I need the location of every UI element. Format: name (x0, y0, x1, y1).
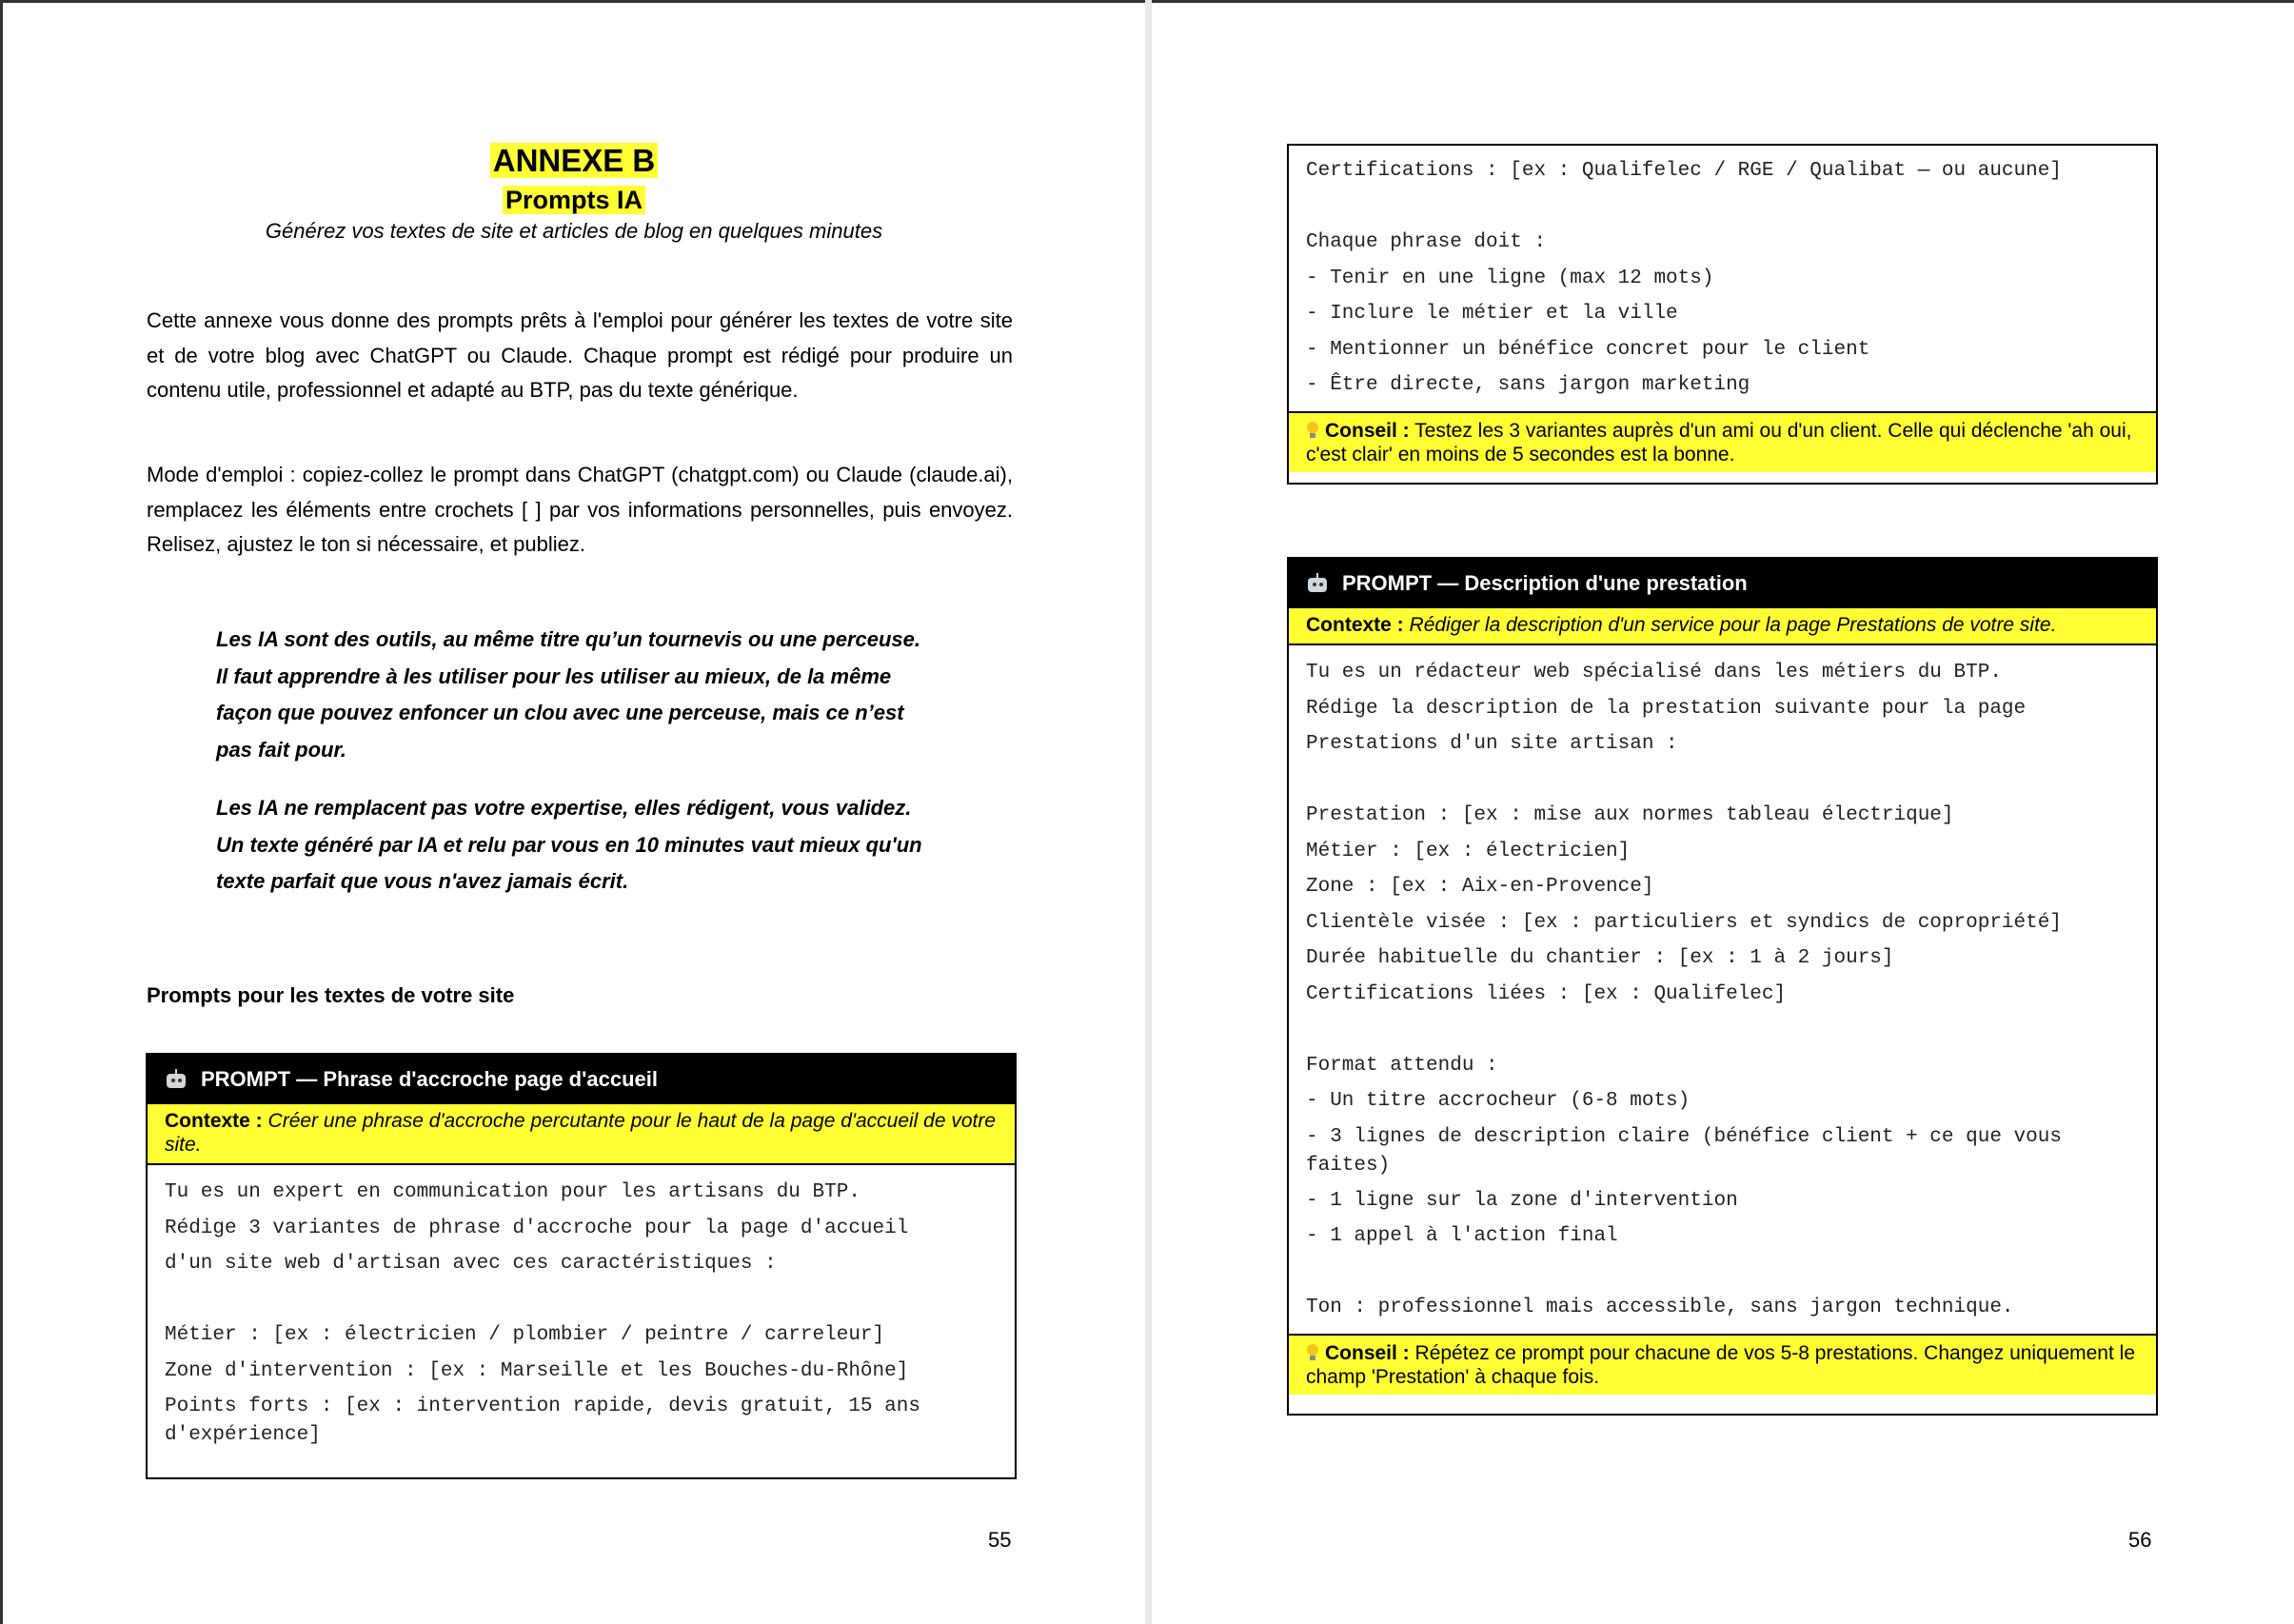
mode-emploi-paragraph: Mode d'emploi : copiez-collez le prompt dans ChatGPT (chatgpt.com) ou Claude (claude.ai), remplacez les éléments entre crochets [ ] par vos informations personnelles, puis envoyez. Relisez, ajustez le ton si nécessaire, et publiez. (147, 463, 1013, 556)
quote-block-1 (216, 622, 968, 768)
section-heading: Prompts pour les textes de votre site (147, 983, 515, 1007)
lightbulb-icon (1306, 1344, 1319, 1361)
context-text: Rédiger la description d'un service pour la page Prestations de votre site. (1409, 614, 2057, 636)
prompt-line: - 3 lignes de description claire (bénéfice client + ce que vous faites) (1306, 1125, 2062, 1177)
quote-line: Un texte généré par IA et relu par vous en 10 minutes vaut mieux qu'un (216, 832, 922, 857)
prompt-body[interactable] (1289, 146, 2156, 411)
prompt-line: Certifications : [ex : Qualifelec / RGE / Qualibat — ou aucune] (1306, 160, 2062, 182)
prompt-line (165, 1282, 998, 1318)
prompt-line: Zone d'intervention : [ex : Marseille et les Bouches-du-Rhône] (165, 1359, 909, 1382)
annex-subtitle: Prompts IA (3, 184, 1145, 216)
prompt-line: Durée habituelle du chantier : [ex : 1 à 2 jours] (1306, 947, 1894, 969)
prompt-context (1289, 608, 2156, 645)
prompt-line: Zone : [ex : Aix-en-Provence] (1306, 876, 1654, 898)
tip-box (1289, 1334, 2156, 1395)
context-label: Contexte : (165, 1110, 263, 1132)
prompt-line: Rédige la description de la prestation suivante pour la page (1306, 697, 2027, 720)
quote-line: pas fait pour. (216, 737, 346, 762)
page-56 (1152, 0, 2294, 1624)
context-label: Contexte : (1306, 614, 1404, 636)
prompt-line: - Inclure le métier et la ville (1306, 303, 1678, 325)
prompt-header (148, 1055, 1015, 1104)
tip-label: Conseil : (1325, 419, 1410, 442)
prompt-line: Format attendu : (1306, 1054, 1498, 1077)
tip-label: Conseil : (1325, 1341, 1410, 1364)
prompt-line: Chaque phrase doit : (1306, 231, 1547, 253)
prompt-header-label: PROMPT — Description d'une prestation (1342, 571, 1748, 595)
prompt-box-prestation (1287, 557, 2158, 1416)
quote-line: texte parfait que vous n'avez jamais écrit. (216, 869, 629, 893)
prompt-line (1306, 189, 2139, 226)
annex-title: ANNEXE B (3, 142, 1145, 180)
tip-box (1289, 411, 2156, 472)
robot-icon (1306, 573, 1329, 594)
prompt-line: Métier : [ex : électricien / plombier / peintre / carreleur] (165, 1324, 885, 1346)
context-text: Créer une phrase d'accroche percutante pour le haut de la page d'accueil de votre site. (165, 1110, 997, 1156)
prompt-context (148, 1104, 1015, 1165)
prompt-line: - 1 ligne sur la zone d'intervention (1306, 1189, 1738, 1212)
robot-icon (165, 1069, 188, 1090)
prompt-line: Rédige 3 variantes de phrase d'accroche pour la page d'accueil (165, 1217, 909, 1239)
prompt-line: Prestation : [ex : mise aux normes tableau électrique] (1306, 804, 1954, 826)
prompt-body[interactable] (1289, 645, 2156, 1334)
prompt-line (1306, 1255, 2139, 1291)
prompt-line: - Un titre accrocheur (6-8 mots) (1306, 1090, 1691, 1112)
prompt-box-accroche (146, 1053, 1017, 1479)
quote-line: Les IA sont des outils, au même titre qu’un tournevis ou une perceuse. (216, 627, 920, 651)
quote-line: façon que pouvez enfoncer un clou avec une perceuse, mais ce n’est (216, 701, 904, 724)
prompt-line: Clientèle visée : [ex : particuliers et syndics de copropriété] (1306, 911, 2062, 934)
tip-text: Répétez ce prompt pour chacune de vos 5-8 prestations. Changez uniquement le champ 'Prestation' à chaque fois. (1306, 1341, 2135, 1388)
quote-block-2 (216, 790, 968, 901)
prompt-header-label: PROMPT — Phrase d'accroche page d'accueil (201, 1067, 658, 1091)
prompt-line: Certifications liées : [ex : Qualifelec] (1306, 982, 1787, 1005)
prompt-box-continued (1287, 144, 2158, 485)
prompt-line: Points forts : [ex : intervention rapide, devis gratuit, 15 ans d'expérience] (165, 1396, 920, 1446)
intro-paragraph: Cette annexe vous donne des prompts prêts à l'emploi pour générer les textes de votre site et de votre blog avec ChatGPT ou Claude. Chaque prompt est rédigé pour produire un contenu utile, professionnel et adapté au BTP, pas du texte générique. (147, 308, 1013, 402)
prompt-line: Tu es un rédacteur web spécialisé dans les métiers du BTP. (1306, 662, 2002, 683)
quote-line: Les IA ne remplacent pas votre expertise, elles rédigent, vous validez. (216, 796, 912, 820)
quote-line: Il faut apprendre à les utiliser pour les utiliser au mieux, de la même (216, 663, 892, 688)
page-number: 55 (988, 1528, 1012, 1552)
tip-text: Testez les 3 variantes auprès d'un ami ou d'un client. Celle qui déclenche 'ah oui, c'est clair' en moins de 5 secondes est la bonne. (1306, 419, 2132, 465)
prompt-line: - Tenir en une ligne (max 12 mots) (1306, 267, 1714, 289)
prompt-line (1306, 762, 2139, 799)
prompt-line: - Être directe, sans jargon marketing (1306, 374, 1750, 396)
prompt-line: Ton : professionnel mais accessible, sans jargon technique. (1306, 1297, 2014, 1318)
prompt-line: Métier : [ex : électricien] (1306, 840, 1631, 862)
prompt-line: Tu es un expert en communication pour les artisans du BTP. (165, 1181, 860, 1203)
prompt-line: - Mentionner un bénéfice concret pour le client (1306, 338, 1870, 361)
prompt-line: - 1 appel à l'action final (1306, 1225, 1618, 1247)
prompt-header (1289, 559, 2156, 608)
page-55 (0, 0, 1145, 1624)
lightbulb-icon (1306, 422, 1319, 439)
prompt-line (1306, 1012, 2139, 1048)
prompt-line: d'un site web d'artisan avec ces caractéristiques : (165, 1253, 777, 1275)
prompt-body[interactable] (148, 1165, 1015, 1460)
prompt-line: Prestations d'un site artisan : (1306, 733, 1678, 755)
page-number: 56 (2128, 1528, 2152, 1552)
annex-tagline: Générez vos textes de site et articles de blog en quelques minutes (265, 219, 883, 243)
